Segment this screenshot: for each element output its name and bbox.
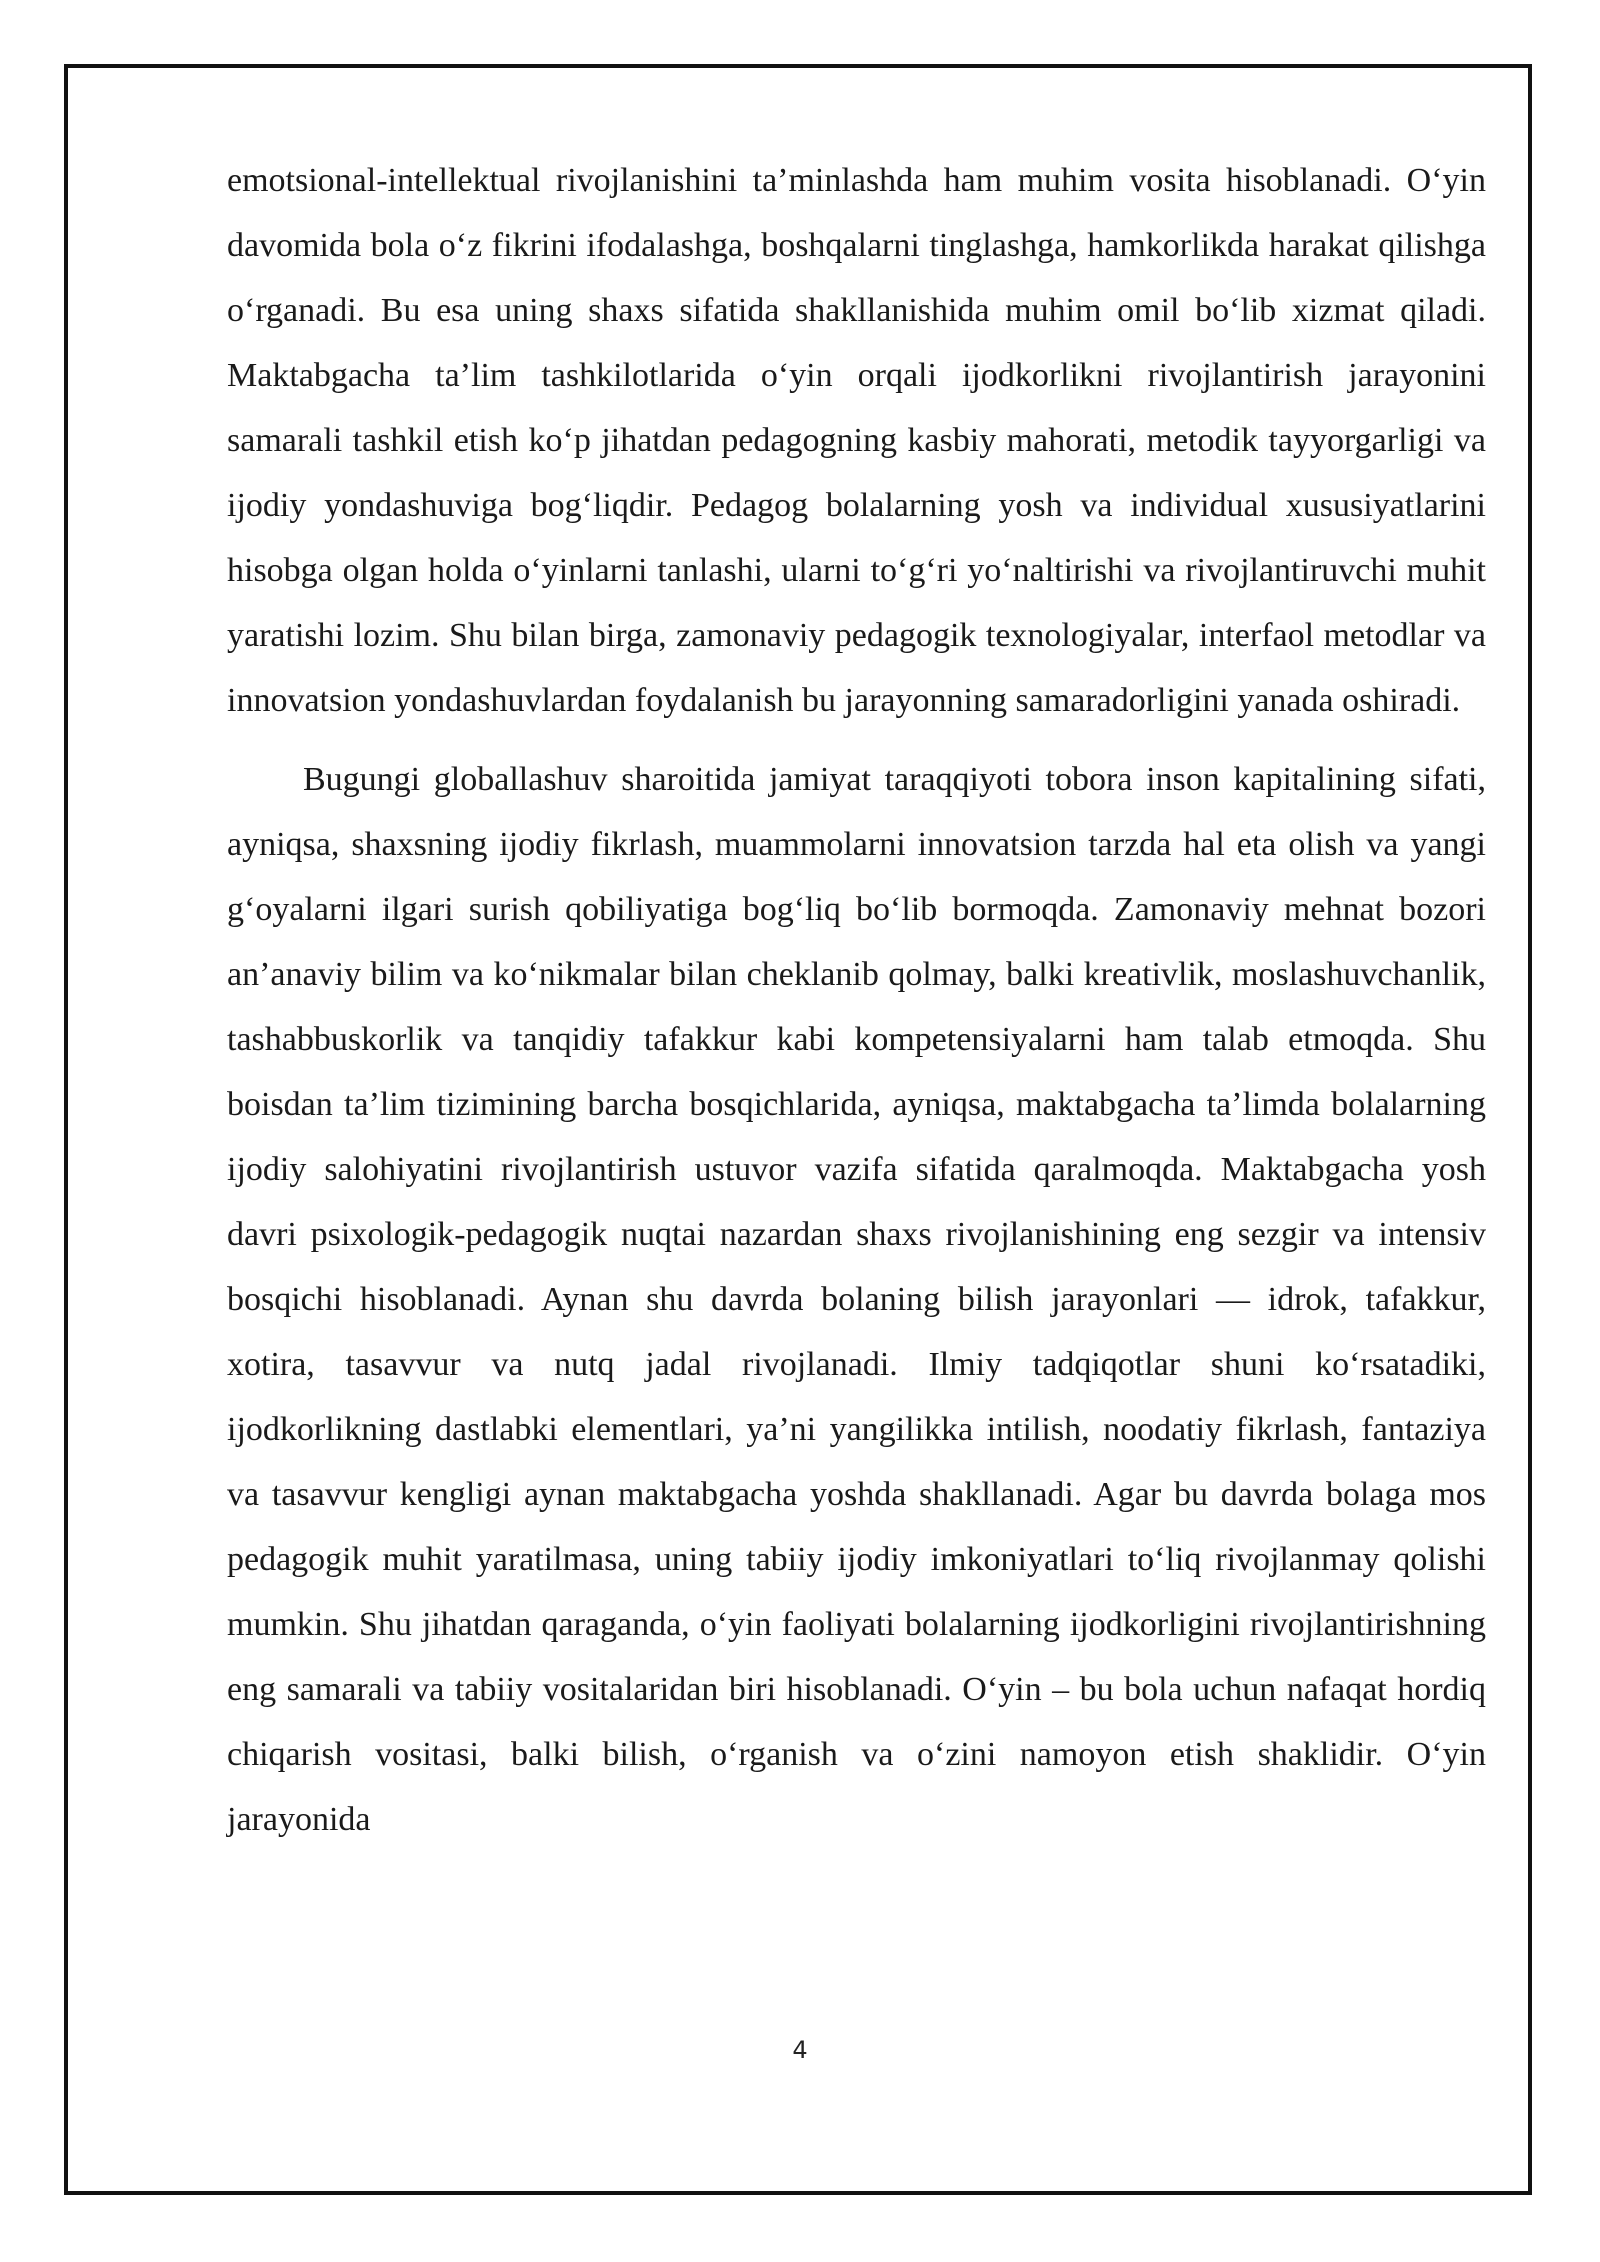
paragraph: Bugungi globallashuv sharoitida jamiyat taraqqiyoti tobora inson kapitalining sifati, ayniqsa, shaxsning ijodiy fikrlash, muammolarni innovatsion tarzda hal eta olish va yangi g‘oyalarni ilgari surish qobiliyatiga bog‘liq bo‘lib bormoqda. Zamonaviy mehnat bozori an’anaviy bilim va ko‘nikmalar bilan cheklanib qolmay, balki kreativlik, moslashuvchanlik, tashabbuskorlik va tanqidiy tafakkur kabi kompetensiyalarni ham talab etmoqda. Shu boisdan ta’lim tizimining barcha bosqichlarida, ayniqsa, maktabgacha ta’limda bolalarning ijodiy salohiyatini rivojlantirish ustuvor vazifa sifatida qaralmoqda. Maktabgacha yosh davri psixologik-pedagogik nuqtai nazardan shaxs rivojlanishining eng sezgir va intensiv bosqichi hisoblanadi. Aynan shu davrda bolaning bilish jarayonlari — idrok, tafakkur, xotira, tasavvur va nutq jadal rivojlanadi. Ilmiy tadqiqotlar shuni ko‘rsatadiki, ijodkorlikning dastlabki elementlari, ya’ni yangilikka intilish, noodatiy fikrlash, fantaziya va tasavvur kengligi aynan maktabgacha yoshda shakllanadi. Agar bu davrda bolaga mos pedagogik muhit yaratilmasa, uning tabiiy ijodiy imkoniyatlari to‘liq rivojlanmay qolishi mumkin. Shu jihatdan qaraganda, o‘yin faoliyati bolalarning ijodkorligini rivojlantirishning eng samarali va tabiiy vositalaridan biri hisoblanadi. O‘yin – bu bola uchun nafaqat hordiq chiqarish vositasi, balki bilish, o‘rganish va o‘zini namoyon etish shaklidir. O‘yin jarayonida — [227, 761, 1486, 1838]
document-body — [227, 148, 1486, 1852]
page-number: 4 — [792, 2036, 808, 2064]
paragraph-continued: emotsional-intellektual rivojlanishini ta’minlashda ham muhim vosita hisoblanadi. O‘yin davomida bola o‘z fikrini ifodalashga, boshqalarni tinglashga, hamkorlikda harakat qilishga o‘rganadi. Bu esa uning shaxs sifatida shakllanishida muhim omil bo‘lib xizmat qiladi. Maktabgacha ta’lim tashkilotlarida o‘yin orqali ijodkorlikni rivojlantirish jarayonini samarali tashkil etish ko‘p jihatdan pedagogning kasbiy mahorati, metodik tayyorgarligi va ijodiy yondashuviga bog‘liqdir. Pedagog bolalarning yosh va individual xususiyatlarini hisobga olgan holda o‘yinlarni tanlashi, ularni to‘g‘ri yo‘naltirishi va rivojlantiruvchi muhit yaratishi lozim. Shu bilan birga, zamonaviy pedagogik texnologiyalar, interfaol metodlar va innovatsion yondashuvlardan foydalanish bu jarayonning samaradorligini yanada oshiradi. — [227, 162, 1486, 719]
